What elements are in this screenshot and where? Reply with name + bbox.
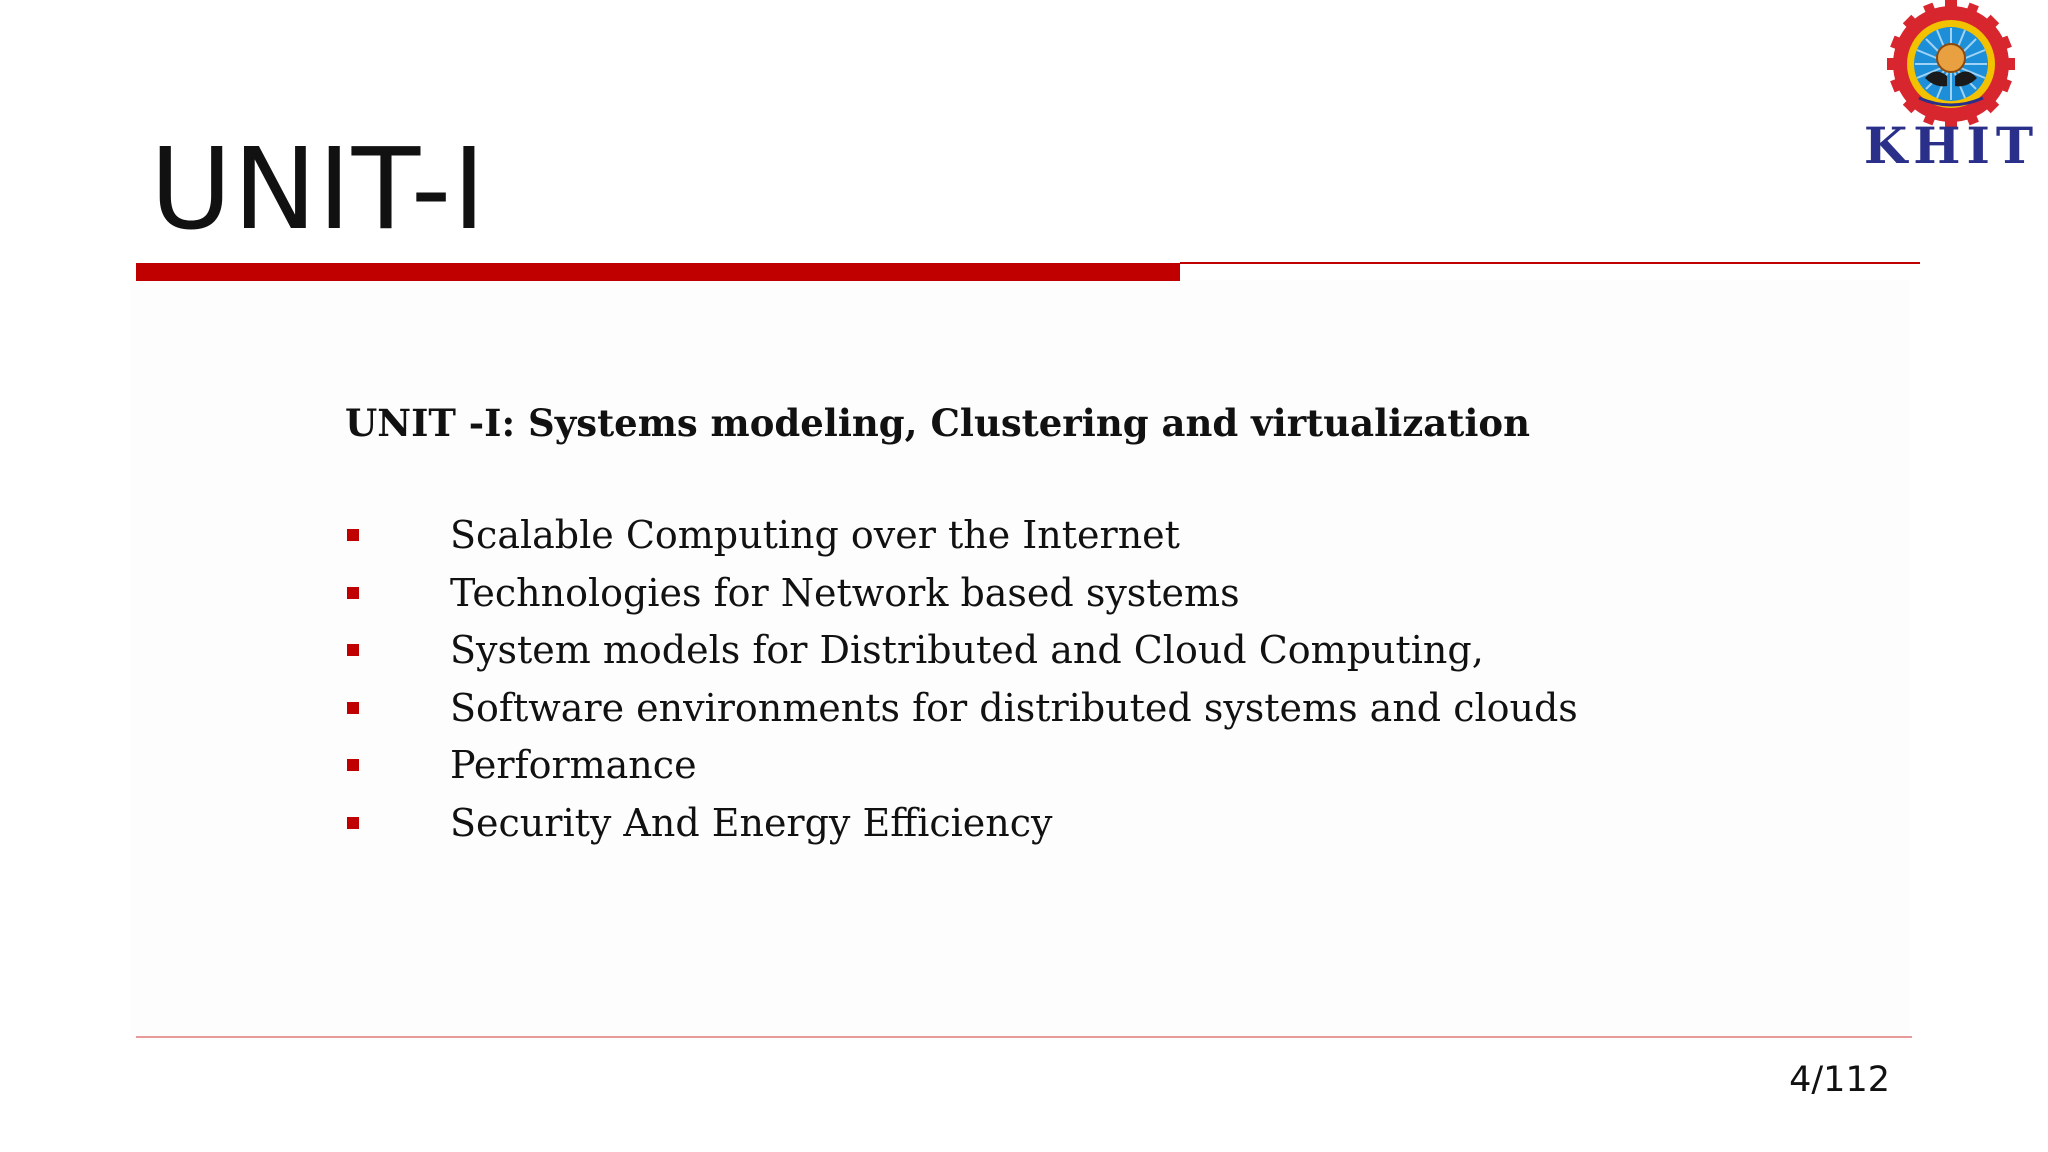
topic-text: Performance	[450, 743, 697, 787]
logo-wordmark: KHIT	[1863, 116, 2040, 175]
square-bullet-icon	[347, 759, 359, 771]
institution-emblem-icon	[1855, 0, 2048, 128]
square-bullet-icon	[347, 644, 359, 656]
topic-text: Software environments for distributed systems and clouds	[450, 685, 1578, 730]
khit-logo	[1855, 0, 2048, 175]
square-bullet-icon	[347, 817, 359, 829]
subject-heading: UNIT -I: Systems modeling, Clustering and virtualization	[345, 401, 1530, 445]
topic-text: Technologies for Network based systems	[450, 570, 1240, 615]
footer-divider	[136, 1036, 1912, 1038]
title-underline-thin	[1180, 262, 1920, 264]
slide-title: UNIT-I	[150, 125, 487, 255]
square-bullet-icon	[347, 529, 359, 541]
page-number: 4/112	[1789, 1060, 1890, 1100]
topic-text: System models for Distributed and Cloud Computing,	[450, 628, 1484, 672]
square-bullet-icon	[347, 702, 359, 714]
square-bullet-icon	[347, 587, 359, 599]
topic-text: Scalable Computing over the Internet	[450, 513, 1180, 557]
title-underline-thick	[136, 263, 1180, 281]
topic-text: Security And Energy Efficiency	[450, 800, 1053, 845]
